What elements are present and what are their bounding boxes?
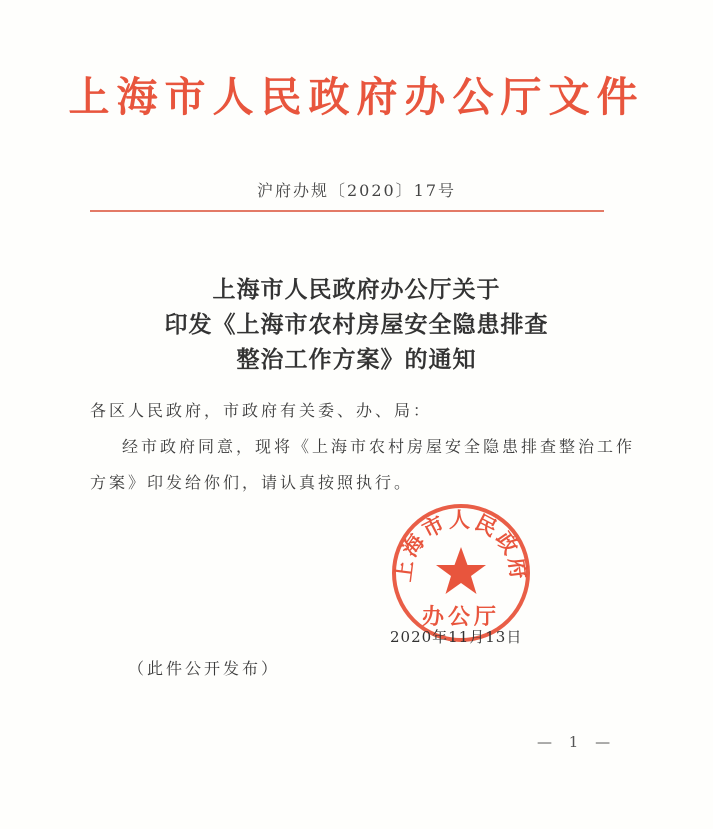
- official-seal: [390, 502, 532, 644]
- page-number: — 1 —: [537, 733, 617, 751]
- document-title: [0, 272, 713, 377]
- title-line-3: 整治工作方案》的通知: [236, 346, 477, 373]
- salutation: 各区人民政府，市政府有关委、办、局：: [90, 401, 433, 420]
- title-line-2: 印发《上海市农村房屋安全隐患排查: [164, 311, 549, 338]
- publication-note: （此件公开发布）: [128, 659, 281, 678]
- star-icon: [436, 547, 486, 594]
- body-paragraph-line-2: 方案》印发给你们，请认真按照执行。: [90, 473, 414, 492]
- title-line-1: 上海市人民政府办公厅关于: [212, 276, 501, 303]
- seal-bottom-text: 办公厅: [421, 604, 501, 630]
- body-paragraph-line-1: 经市政府同意，现将《上海市农村房屋安全隐患排查整治工作: [122, 437, 636, 456]
- red-divider-line: [90, 210, 604, 212]
- issue-date: 2020年11月13日: [390, 628, 523, 646]
- seal-arc-text: 上海市人民政府: [390, 506, 532, 584]
- document-masthead: 上海市人民政府办公厅文件: [68, 73, 645, 121]
- document-number: 沪府办规〔2020〕17号: [256, 181, 457, 200]
